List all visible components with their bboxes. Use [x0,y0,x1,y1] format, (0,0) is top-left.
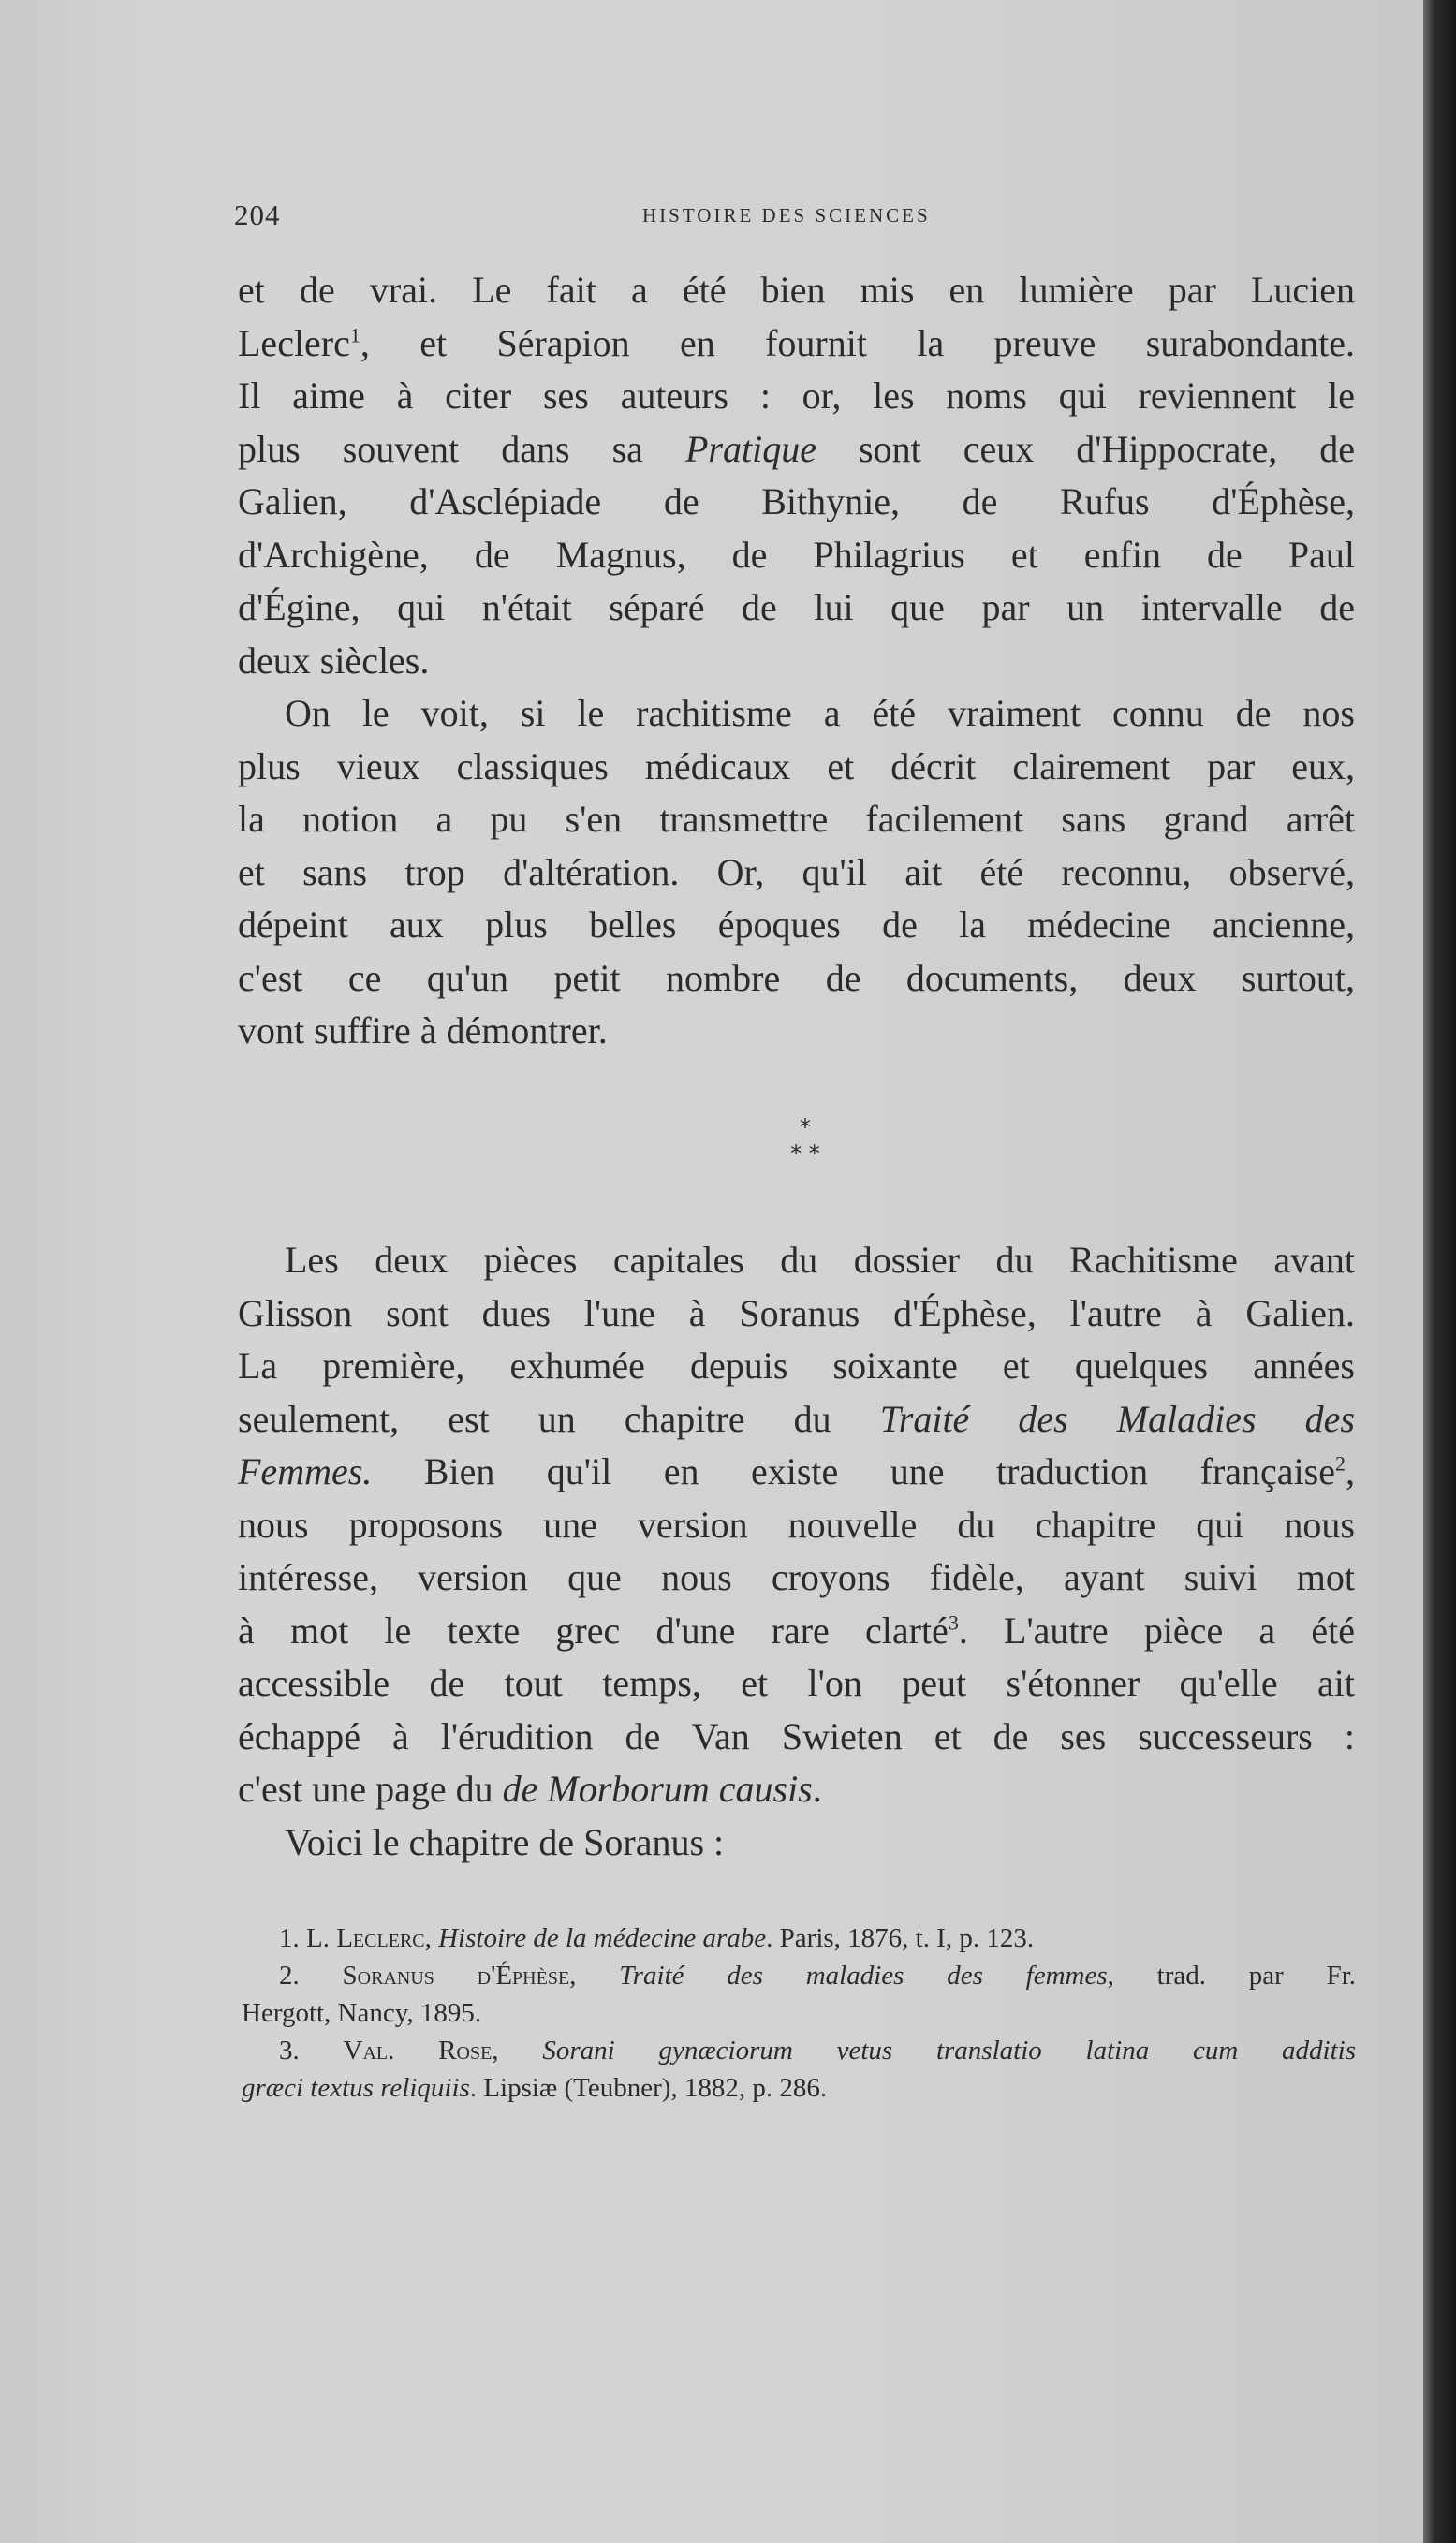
text-line: vont suffire à démontrer. [238,1009,608,1051]
text-line: intéresse, version que nous croyons fidèle, ayant suivi mot [238,1556,1355,1598]
italic-title: de Morborum causis [502,1768,813,1810]
text-line: deux siècles. [238,639,430,682]
body-text [238,264,1355,1058]
text-line: d'Égine, qui n'était séparé de lui que par un intervalle de [238,586,1355,628]
page-header [234,198,983,236]
footnote-title: græci textus reliquiis [242,2073,470,2103]
text-line: à mot le texte grec d'une rare clarté$^3$. L'autre pièce a été [238,1609,1355,1652]
text-line: nous proposons une version nouvelle du chapitre qui nous [238,1503,1355,1546]
text-line: Galien, d'Asclépiade de Bithynie, de Rufus d'Éphèse, [238,480,1355,522]
text-line: c'est ce qu'un petit nombre de documents, deux surtout, [238,956,1355,999]
text-line: et sans trop d'altération. Or, qu'il ait été reconnu, observé, [238,850,1355,893]
text-line: Femmes. Bien qu'il en existe une traduction française$^2$, [238,1450,1355,1492]
italic-title: Traité des Maladies des [879,1397,1355,1440]
text-line: plus vieux classiques médicaux et décrit clairement par eux, [238,744,1355,787]
page-edge-shadow [1423,0,1456,2543]
footnotes [242,1919,1356,2107]
asterism-divider: * * * [790,1114,820,1167]
italic-title: Pratique [684,427,816,470]
text-line: seulement, est un chapitre du Traité des Maladies des [238,1397,1355,1440]
text-line: On le voit, si le rachitisme a été vraiment connu de nos [285,692,1355,734]
footnote-3: 3. Val. Rose, Sorani gynæciorum vetus translatio latina cum additis [279,2036,1357,2065]
text-line: et de vrai. Le fait a été bien mis en lumière par Lucien [238,269,1355,311]
text-line: Voici le chapitre de Soranus : [285,1820,725,1863]
text-line: échappé à l'érudition de Van Swieten et de ses successeurs : [238,1714,1355,1757]
footnote-title: Histoire de la médecine arabe [438,1923,767,1953]
footnote-ref: 1 [349,323,360,347]
footnote-author: Val. Rose, [343,2036,499,2065]
footnote-2: 2. Soranus d'Éphèse, Traité des maladies des femmes, trad. par Fr. [279,1961,1357,1991]
text-line: la notion a pu s'en transmettre facilement sans grand arrêt [238,798,1355,840]
text-line: Glisson sont dues l'une à Soranus d'Éphèse, l'autre à Galien. [238,1291,1355,1334]
page-number: 204 [234,198,281,231]
footnote-ref: 3 [948,1610,959,1635]
footnote-3-continued: græci textus reliquiis. Lipsiæ (Teubner), 1882, p. 286. [242,2073,828,2103]
footnote-title: Traité des maladies des femmes [619,1961,1108,1991]
text-line: accessible de tout temps, et l'on peut s'étonner qu'elle ait [238,1662,1355,1704]
footnote-author: Soranus d'Éphèse, [342,1961,577,1991]
footnote-1: 1. L. Leclerc, Histoire de la médecine arabe. Paris, 1876, t. I, p. 123. [279,1923,1035,1953]
running-title: HISTOIRE DES SCIENCES [642,204,931,227]
text-line: dépeint aux plus belles époques de la médecine ancienne, [238,904,1355,946]
italic-title: Femmes. [238,1450,373,1492]
footnote-2-continued: Hergott, Nancy, 1895. [242,1998,482,2028]
text-line: Les deux pièces capitales du dossier du Rachitisme avant [285,1239,1355,1281]
footnote-author: L. Leclerc, [306,1923,432,1953]
text-line: Leclerc$^1$, et Sérapion en fournit la preuve surabondante. [238,321,1355,364]
text-line: La première, exhumée depuis soixante et quelques années [238,1345,1355,1387]
text-line: plus souvent dans sa Pratique sont ceux d'Hippocrate, de [238,427,1355,470]
body-text-section-2 [238,1234,1355,1869]
text-line: c'est une page du de Morborum causis. [238,1768,822,1810]
footnote-ref: 2 [1335,1451,1346,1476]
footnote-title: Sorani gynæciorum vetus translatio latina cum additis [542,2036,1357,2065]
text-line: Il aime à citer ses auteurs : or, les noms qui reviennent le [238,375,1355,417]
text-line: d'Archigène, de Magnus, de Philagrius et enfin de Paul [238,533,1355,576]
